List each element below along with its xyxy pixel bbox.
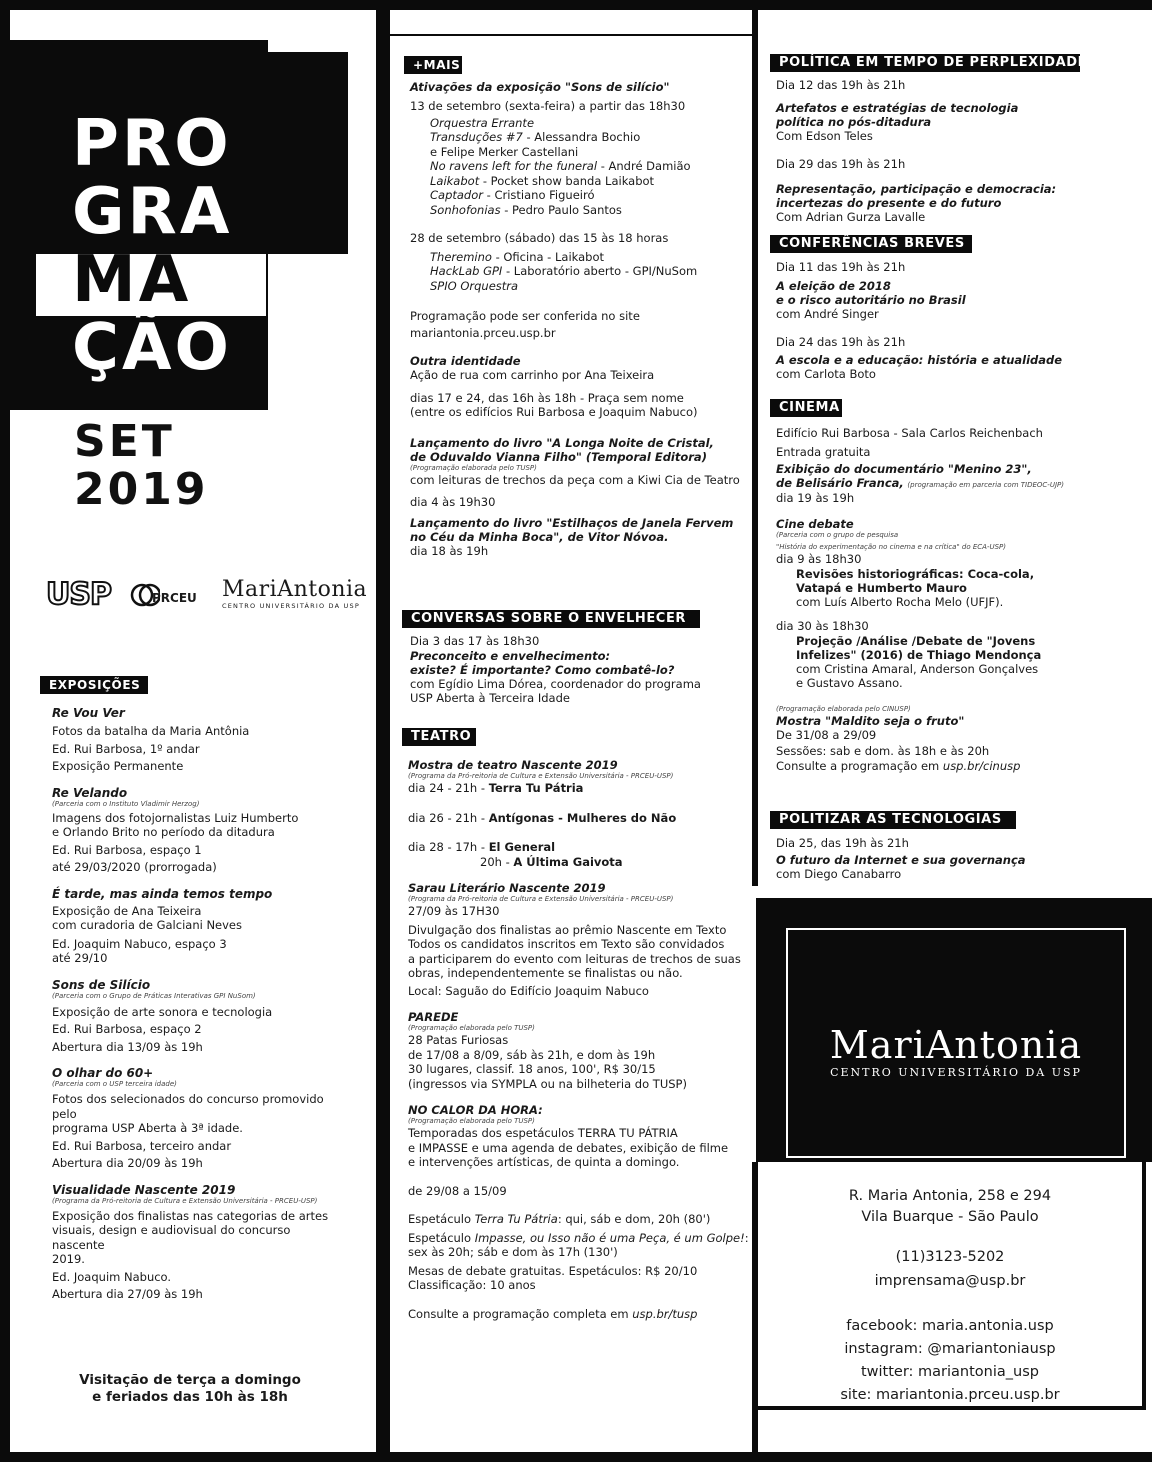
cine-note: (Parceria com o grupo de pesquisa [776,531,899,539]
mostra-cine-title: Mostra "Maldito seja o fruto" [776,713,965,728]
politica-date: Dia 12 das 19h às 21h [776,78,906,92]
exib-title-row [776,476,1146,491]
cine-d1-with: com Luís Alberto Rocha Melo (UFJF). [796,594,1004,609]
cine-note: "História do experimentação no cinema e na crítica" do ECA-USP) [776,543,1006,551]
politica-section [776,78,1146,224]
visitacao-line: e feriados das 10h às 18h [92,1389,288,1405]
parede-line: de 17/08 a 8/09, sáb às 21h, e dom às 19h [408,1047,656,1062]
prog-line: Programação pode ser conferida no site [410,309,640,323]
expo-line: 2019. [52,1252,85,1266]
session-play: Antígonas - Mulheres do Não [488,810,677,825]
act-name: HackLab GPI [430,264,503,278]
expo-line: Abertura dia 20/09 às 19h [52,1156,203,1170]
politica-header: POLÍTICA EM TEMPO DE PERPLEXIDADE [770,54,1080,72]
social-instagram[interactable]: instagram: @mariantoniausp [844,1341,1056,1357]
usp-logo: USP [46,577,111,612]
cine-d1 [776,567,1146,610]
cine-date: dia 9 às 18h30 [776,552,862,566]
expo-line: Exposição de Ana Teixeira [52,903,202,918]
expo-item [52,1066,342,1171]
expo-line: Ed. Joaquim Nabuco. [52,1269,172,1284]
conf-with: com Carlota Boto [776,366,876,381]
social-twitter[interactable]: twitter: mariantonia_usp [860,1364,1039,1380]
bottom-black-bar [0,1452,1152,1462]
politizar-with: com Diego Canabarro [776,866,902,881]
calor-line: Temporadas dos espetáculos TERRA TU PÁTRIA [408,1126,678,1140]
sarau-line: Divulgação dos finalistas ao prêmio Nascente em Texto [408,922,727,937]
act-rest: - Pedro Paulo Santos [500,202,622,217]
mariantonia-logo [222,578,382,610]
expo-note: (Parceria com o USP terceira idade) [52,1080,177,1088]
hero-line-1: PRO [72,107,232,181]
teatro-session [408,855,752,870]
expo-line: Abertura dia 27/09 às 19h [52,1287,203,1301]
exib-title: de Belisário Franca, [776,476,904,490]
cine-d2-with: com Cristina Amaral, Anderson Gonçalves [796,661,1039,676]
politica-with: Com Adrian Gurza Lavalle [776,209,926,224]
exposicoes-list [52,706,342,1302]
conferencias-header: CONFERÊNCIAS BREVES [770,235,972,253]
cine-date: dia 30 às 18h30 [776,619,869,633]
espetaculo-2 [408,1231,752,1246]
conf-date: Dia 24 das 19h às 21h [776,335,906,349]
contact-left-bar [752,1162,758,1452]
act-name: No ravens left for the funeral [430,159,598,173]
expo-line: Fotos da batalha da Maria Antônia [52,724,250,738]
cine-d2-title: Projeção /Análise /Debate de "Jovens [796,633,1036,648]
expo-line: Exposição Permanente [52,759,184,773]
outra-date: dias 17 e 24, das 16h às 18h - Praça sem nome [410,390,684,405]
expo-line: Ed. Rui Barbosa, 1º andar [52,741,200,756]
cine-d1-title: Revisões historiográficas: Coca-cola, [796,566,1035,581]
act-name: Sonhofonias [430,202,501,217]
expo-title: Re Velando [52,785,128,800]
mostra-consulte-pre: Consulte a programação em [776,758,943,773]
cine-d2-with: e Gustavo Assano. [796,676,903,690]
hero-line-3: MA [72,243,192,317]
prceu-logo [130,582,210,608]
contact-logo [786,1024,1126,1079]
expo-title: Re Vou Ver [52,706,125,720]
mais-section [410,80,750,558]
livro1-date: dia 4 às 19h30 [410,495,496,509]
email[interactable]: imprensama@usp.br [874,1273,1026,1289]
teatro-section [408,758,752,1321]
politica-title: Artefatos e estratégias de tecnologia [776,100,1019,115]
calor-note: (Programação elaborada pelo TUSP) [408,1117,535,1125]
outra-date: (entre os edifícios Rui Barbosa e Joaquim Nabuco) [410,405,698,419]
envelhecer-title: Preconceito e envelhecimento: [410,648,611,663]
livro2-title: no Céu da Minha Boca", de Vitor Nóvoa. [410,529,669,544]
cinema-section [776,426,1146,773]
politizar-date: Dia 25, das 19h às 21h [776,836,909,850]
esp2-name: Impasse, ou Isso não é uma Peça, é um Golpe! [474,1230,745,1245]
politizar-section [776,836,1146,881]
expo-item [52,706,342,774]
expo-line: Ed. Rui Barbosa, terceiro andar [52,1138,232,1153]
espetaculo-2-line2: sex às 20h; sáb e dom às 17h (130') [408,1245,618,1259]
expo-title: É tarde, mas ainda temos tempo [52,886,273,901]
outra-line: Ação de rua com carrinho por Ana Teixeira [410,368,655,382]
politica-title: política no pós-ditadura [776,114,932,129]
envelhecer-date: Dia 3 das 17 às 18h30 [410,634,540,648]
esp1-pre: Espetáculo [408,1212,475,1226]
middle-top-bar [390,34,758,36]
act-name: Captador [430,188,483,202]
teatro-session [408,781,752,796]
act-rest: - Oficina - Laikabot [491,249,604,264]
calor-line: e intervenções artísticas, de quinta a domingo. [408,1155,680,1169]
envelhecer-title: existe? É importante? Como combatê-lo? [410,662,675,677]
calor-line: e IMPASSE e uma agenda de debates, exibição de filme [408,1140,729,1155]
conferencias-section [776,260,1146,381]
phone[interactable]: (11)3123-5202 [895,1249,1005,1265]
expo-item [52,1183,342,1302]
hero-year: 2019 [74,464,209,515]
expo-line: e Orlando Brito no período da ditadura [52,825,275,839]
act-rest: e Felipe Merker Castellani [430,144,579,159]
expo-item [52,786,342,875]
hero-line-4: ÇÃO [72,311,232,385]
acts2-list [410,250,750,294]
politica-title: Representação, participação e democracia: [776,181,1057,196]
envelhecer-line: com Egídio Lima Dórea, coordenador do programa [410,676,701,691]
teatro-session [408,840,752,855]
cine-d2-title: Infelizes" (2016) de Thiago Mendonça [796,647,1042,662]
envelhecer-section [410,634,750,706]
exib-note: (programação em parceria com TIDEOC-UJP) [907,481,1064,489]
sarau-line: obras, independentemente se finalistas ou não. [408,966,683,980]
calor-period: de 29/08 a 15/09 [408,1183,507,1198]
address-line: R. Maria Antonia, 258 e 294 [848,1188,1052,1204]
expo-line: Ed. Rui Barbosa, espaço 1 [52,842,202,857]
expo-line: até 29/03/2020 (prorrogada) [52,860,217,874]
contact-info [760,1186,1140,1406]
expo-line: Exposição de arte sonora e tecnologia [52,1004,273,1019]
expo-title: Sons de Silício [52,977,151,992]
expo-line: com curadoria de Galciani Neves [52,918,243,932]
teatro-header: TEATRO [402,728,476,746]
envelhecer-header: CONVERSAS SOBRE O ENVELHECER [402,610,700,628]
social-facebook[interactable]: facebook: maria.antonia.usp [846,1318,1054,1334]
expo-line: Imagens dos fotojornalistas Luiz Humberto [52,810,299,825]
exib-date: dia 19 às 19h [776,490,855,505]
livro2-title: Lançamento do livro "Estilhaços de Janela Fervem [410,515,734,530]
session-date: dia 28 - 17h - [408,840,489,854]
cine-d2 [776,634,1146,691]
visitacao-text [40,1372,340,1406]
expo-line: até 29/10 [52,951,108,965]
parede-line: 30 lugares, classif. 18 anos, 100', R$ 30/15 [408,1062,656,1076]
hero-title [72,107,233,385]
acts1-list [410,116,750,218]
espetaculo-1 [408,1212,752,1227]
livro2-date: dia 18 às 19h [410,543,489,558]
sarau-line: a participarem do evento com leituras de trechos de suas [408,951,741,966]
ativacoes-title: Ativações da exposição "Sons de silício" [410,80,670,94]
expo-note: (Parceria com o Grupo de Práticas Interativas GPI NuSom) [52,991,256,1000]
esp2-post: : [744,1230,749,1245]
cinema-local: Edifício Rui Barbosa - Sala Carlos Reichenbach [776,426,1043,440]
consulte-teatro [408,1307,752,1322]
sarau-line: Todos os candidatos inscritos em Texto são convidados [408,937,725,951]
session-play: El General [488,840,556,854]
conf-date: Dia 11 das 19h às 21h [776,260,906,274]
mesas-line: Classificação: 10 anos [408,1278,536,1292]
expo-note: (Parceria com o Instituto Vladimir Herzog) [52,799,200,808]
parede-line: 28 Patas Furiosas [408,1033,509,1047]
expo-title: Visualidade Nascente 2019 [52,1182,236,1197]
politica-date: Dia 29 das 19h às 21h [776,157,906,171]
conf-title: A eleição de 2018 [776,278,891,293]
conf-with: com André Singer [776,306,879,321]
envelhecer-line: USP Aberta à Terceira Idade [410,691,570,705]
prog-link[interactable]: mariantonia.prceu.usp.br [410,325,556,340]
cine-title: Cine debate [776,517,854,531]
expo-line: Ed. Joaquim Nabuco, espaço 3 [52,936,227,951]
mostra-cine-note: (Programação elaborada pelo CINUSP) [776,704,911,713]
social-site[interactable]: site: mariantonia.prceu.usp.br [840,1387,1060,1403]
session-play: Terra Tu Pátria [488,781,584,795]
exposicoes-header: EXPOSIÇÕES [40,676,148,694]
mostra-cine-sessoes: Sessões: sab e dom. às 18h e às 20h [776,744,990,758]
session-date: 20h - [480,854,514,869]
conf-title: e o risco autoritário no Brasil [776,292,966,307]
hero-line-2: GRA [72,175,233,249]
cinema-header: CINEMA [770,399,842,417]
act-rest: - Alessandra Bochio [522,130,641,144]
mariantonia-logo-text: MariAntonia [222,577,368,602]
esp1-name: Terra Tu Pátria [474,1212,558,1226]
expo-item [52,978,342,1055]
esp1-post: : qui, sáb e dom, 20h (80') [557,1212,711,1226]
expo-note: (Programa da Pró-reitoria de Cultura e Extensão Universitária - PRCEU-USP) [52,1196,318,1205]
contact-logo-text: MariAntonia [829,1023,1083,1067]
expo-line: programa USP Aberta à 3ª idade. [52,1121,243,1135]
consulte-link[interactable]: usp.br/tusp [632,1306,698,1321]
ativacoes-date1: 13 de setembro (sexta-feira) a partir das 18h30 [410,99,686,113]
act-rest: - Laboratório aberto - GPI/NuSom [502,264,698,278]
act-rest: - Cristiano Figueiró [483,188,595,202]
mostra-cine-consulte [776,759,1146,774]
expo-line: Abertura dia 13/09 às 19h [52,1039,203,1054]
prceu-label: PRCEU [152,591,197,605]
exib-title: Exibição do documentário "Menino 23", [776,462,1032,476]
visitacao-line: Visitação de terça a domingo [79,1372,301,1388]
address-line: Vila Buarque - São Paulo [861,1209,1039,1225]
livro1-title: de Oduvaldo Vianna Filho" (Temporal Editora) [410,449,707,464]
consulte-pre: Consulte a programação completa em [408,1306,633,1321]
sarau-note: (Programa da Pró-reitoria de Cultura e Extensão Universitária - PRCEU-USP) [408,895,674,903]
politica-title: incertezas do presente e do futuro [776,195,1002,210]
cine-d1-title: Vatapá e Humberto Mauro [796,580,967,595]
sarau-date: 27/09 às 17H30 [408,904,500,918]
hero-month: SET [74,416,175,467]
top-black-bar [0,0,1152,10]
mariantonia-logo-sub: CENTRO UNIVERSITÁRIO DA USP [222,602,360,610]
livro1-note: (Programação elaborada pelo TUSP) [410,463,537,472]
expo-line: Ed. Rui Barbosa, espaço 2 [52,1022,202,1036]
cinema-entrada: Entrada gratuita [776,444,871,459]
contact-logo-sub: CENTRO UNIVERSITÁRIO DA USP [830,1066,1082,1079]
hero-date [74,418,208,514]
act-name: SPIO Orquestra [430,278,519,293]
act-rest: - André Damião [597,159,691,173]
mostra-teatro-note: (Programa da Pró-reitoria de Cultura e Extensão Universitária - PRCEU-USP) [408,772,674,780]
middle-divider-right [752,10,758,886]
outra-title: Outra identidade [410,354,521,368]
parede-note: (Programação elaborada pelo TUSP) [408,1024,535,1032]
expo-line: visuais, design e audiovisual do concurso nascente [52,1223,291,1252]
session-date: dia 24 - 21h - [408,781,489,795]
mais-header: +MAIS [404,56,462,74]
expo-item [52,887,342,966]
esp2-pre: Espetáculo [408,1230,475,1245]
act-name: Theremino [430,249,492,264]
expo-title: O olhar do 60+ [52,1066,154,1080]
mesas-line: Mesas de debate gratuitas. Espetáculos: R$ 20/10 [408,1263,698,1278]
act-name: Transduções #7 [430,130,523,144]
livro1-line: com leituras de trechos da peça com a Kiwi Cia de Teatro [410,472,740,487]
act-name: Laikabot [430,173,480,188]
mostra-cine-dates: De 31/08 a 29/09 [776,727,877,742]
act-rest: - Pocket show banda Laikabot [479,173,655,188]
conf-title: A escola e a educação: história e atualidade [776,352,1063,367]
mostra-teatro-title: Mostra de teatro Nascente 2019 [408,758,618,772]
politizar-title: O futuro da Internet e sua governança [776,852,1026,867]
sarau-title: Sarau Literário Nascente 2019 [408,881,606,895]
expo-line: Fotos dos selecionados do concurso promovido pelo [52,1092,324,1121]
sarau-local: Local: Saguão do Edifício Joaquim Nabuco [408,983,649,998]
teatro-session [408,811,752,826]
calor-title: NO CALOR DA HORA: [408,1103,543,1117]
middle-divider-left [376,10,390,1452]
expo-line: Exposição dos finalistas nas categorias de artes [52,1208,329,1223]
ativacoes-date2: 28 de setembro (sábado) das 15 às 18 horas [410,231,669,245]
livro1-title: Lançamento do livro "A Longa Noite de Cristal, [410,435,714,450]
parede-title: PAREDE [408,1010,459,1024]
act-name: Orquestra Errante [430,115,535,130]
politica-with: Com Edson Teles [776,128,873,143]
session-play: A Última Gaivota [513,854,623,869]
session-date: dia 26 - 21h - [408,810,489,825]
mostra-consulte-link[interactable]: usp.br/cinusp [942,758,1021,773]
parede-line: (ingressos via SYMPLA ou na bilheteria do TUSP) [408,1076,687,1091]
politizar-header: POLITIZAR AS TECNOLOGIAS [770,811,1016,829]
